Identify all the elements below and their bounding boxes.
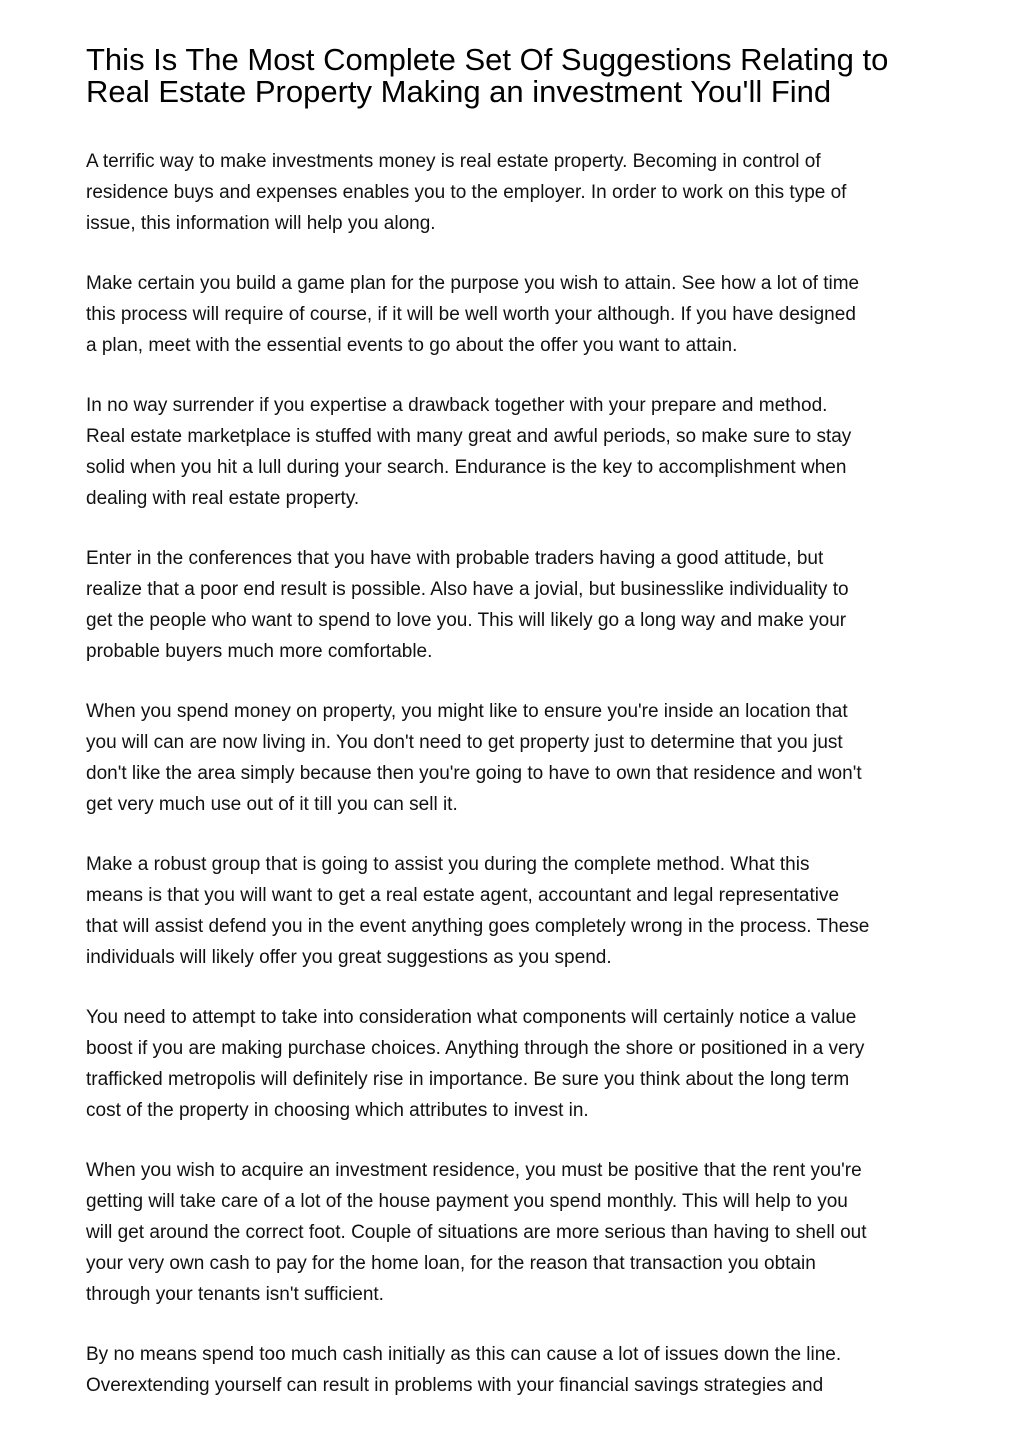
document-title bbox=[86, 44, 946, 108]
text-line: you will can are now living in. You don't need to get property just to determine that you just bbox=[86, 732, 843, 753]
text-line: cost of the property in choosing which attributes to invest in. bbox=[86, 1100, 589, 1121]
text-line: Make a robust group that is going to assist you during the complete method. What this bbox=[86, 854, 810, 875]
paragraph bbox=[86, 849, 946, 973]
text-line: solid when you hit a lull during your search. Endurance is the key to accomplishment when bbox=[86, 457, 847, 478]
text-line: your very own cash to pay for the home loan, for the reason that transaction you obtain bbox=[86, 1253, 816, 1274]
text-line: getting will take care of a lot of the house payment you spend monthly. This will help to you bbox=[86, 1191, 848, 1212]
paragraph bbox=[86, 543, 946, 667]
text-line: individuals will likely offer you great suggestions as you spend. bbox=[86, 947, 612, 968]
text-line: through your tenants isn't sufficient. bbox=[86, 1284, 384, 1305]
text-line: boost if you are making purchase choices. Anything through the shore or positioned in a very bbox=[86, 1038, 865, 1059]
text-line: dealing with real estate property. bbox=[86, 488, 360, 509]
title-line: Real Estate Property Making an investment You'll Find bbox=[86, 74, 832, 109]
text-line: trafficked metropolis will definitely rise in importance. Be sure you think about the long term bbox=[86, 1069, 850, 1090]
text-line: this process will require of course, if it will be well worth your although. If you have designed bbox=[86, 304, 856, 325]
text-line: When you spend money on property, you might like to ensure you're inside an location that bbox=[86, 701, 848, 722]
text-line: residence buys and expenses enables you to the employer. In order to work on this type of bbox=[86, 182, 847, 203]
paragraph bbox=[86, 390, 946, 514]
text-line: get very much use out of it till you can sell it. bbox=[86, 794, 458, 815]
text-line: Make certain you build a game plan for the purpose you wish to attain. See how a lot of time bbox=[86, 273, 860, 294]
text-line: issue, this information will help you along. bbox=[86, 213, 436, 234]
text-line: a plan, meet with the essential events to go about the offer you want to attain. bbox=[86, 335, 738, 356]
title-line: This Is The Most Complete Set Of Suggestions Relating to bbox=[86, 42, 889, 77]
paragraph bbox=[86, 268, 946, 361]
text-line: will get around the correct foot. Couple of situations are more serious than having to shell out bbox=[86, 1222, 867, 1243]
text-line: probable buyers much more comfortable. bbox=[86, 641, 433, 662]
text-line: means is that you will want to get a real estate agent, accountant and legal representative bbox=[86, 885, 840, 906]
paragraph bbox=[86, 1002, 946, 1126]
text-line: By no means spend too much cash initially as this can cause a lot of issues down the line. bbox=[86, 1344, 842, 1365]
text-line: realize that a poor end result is possible. Also have a jovial, but businesslike individuality to bbox=[86, 579, 849, 600]
text-line: When you wish to acquire an investment residence, you must be positive that the rent you're bbox=[86, 1160, 862, 1181]
document-body bbox=[86, 146, 946, 1401]
text-line: get the people who want to spend to love you. This will likely go a long way and make your bbox=[86, 610, 847, 631]
text-line: don't like the area simply because then you're going to have to own that residence and won't bbox=[86, 763, 862, 784]
text-line: In no way surrender if you expertise a drawback together with your prepare and method. bbox=[86, 395, 828, 416]
text-line: Real estate marketplace is stuffed with many great and awful periods, so make sure to stay bbox=[86, 426, 852, 447]
paragraph bbox=[86, 1339, 946, 1401]
paragraph bbox=[86, 696, 946, 820]
paragraph bbox=[86, 1155, 946, 1310]
text-line: Overextending yourself can result in problems with your financial savings strategies and bbox=[86, 1375, 824, 1396]
text-line: that will assist defend you in the event anything goes completely wrong in the process. These bbox=[86, 916, 870, 937]
paragraph bbox=[86, 146, 946, 239]
text-line: Enter in the conferences that you have with probable traders having a good attitude, but bbox=[86, 548, 824, 569]
text-line: A terrific way to make investments money is real estate property. Becoming in control of bbox=[86, 151, 821, 172]
text-line: You need to attempt to take into consideration what components will certainly notice a value bbox=[86, 1007, 857, 1028]
document-page bbox=[86, 44, 946, 1430]
